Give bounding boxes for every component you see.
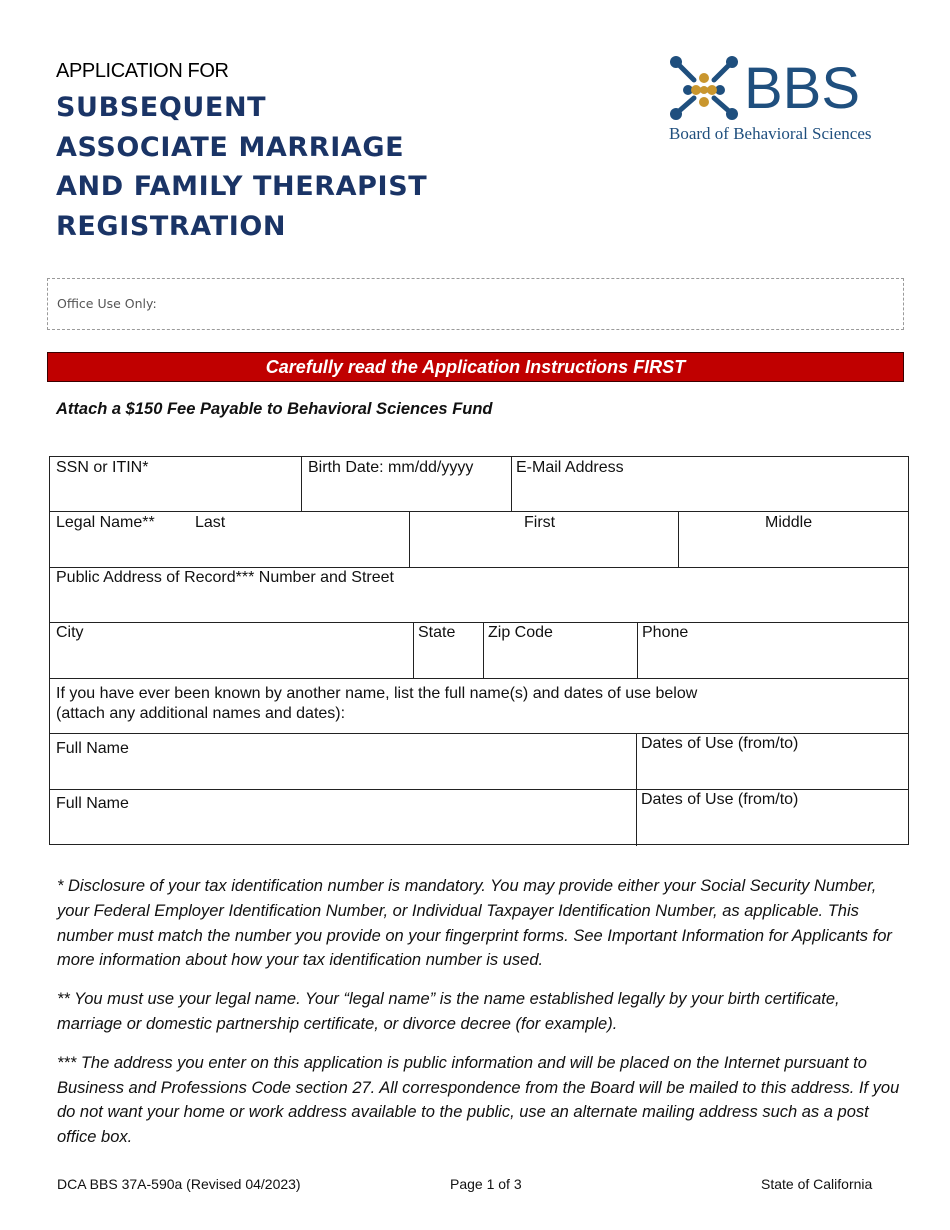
legal-name-label: Legal Name**	[56, 514, 155, 531]
page-title	[56, 88, 576, 246]
row-divider	[50, 622, 908, 623]
dates-of-use-field-2[interactable]: Dates of Use (from/to)	[641, 791, 799, 808]
birth-date-field[interactable]: Birth Date: mm/dd/yyyy	[308, 459, 474, 476]
col-divider	[409, 511, 410, 567]
middle-name-field[interactable]: Middle	[765, 514, 813, 531]
first-name-field[interactable]: First	[524, 514, 556, 531]
ssn-field[interactable]: SSN or ITIN*	[56, 459, 149, 476]
full-name-field-1[interactable]: Full Name	[56, 740, 129, 757]
title-line-2: ASSOCIATE MARRIAGE	[56, 131, 405, 163]
address-note: *** The address you enter on this application is public information and will be placed on the Internet pursuant to Business and Professions Code section 27. All correspondence from the Board will be mailed to this address. If you do not want your home or work address available to the public, use an alternate mailing address such as a post office box.	[57, 1053, 900, 1147]
bbs-network-icon	[670, 56, 738, 120]
legal-name-note: ** You must use your legal name. Your “legal name” is the name established legally by your birth certificate, marriage or domestic partnership certificate, or divorce decree (for example).	[57, 990, 840, 1033]
title-line-3: AND FAMILY THERAPIST	[56, 171, 428, 202]
col-divider	[637, 622, 638, 678]
tax-id-note: * Disclosure of your tax identification number is mandatory. You may provide either your Social Security Number, your Federal Employer Identification Number, or Individual Taxpayer Identification Number, as applicable. This number must match the number you provide on your fingerprint forms. See Important Information for Applicants for more information about how your tax identification number is used.	[57, 877, 892, 970]
logo-subtitle: Board of Behavioral Sciences	[669, 124, 872, 143]
full-name-field-2[interactable]: Full Name	[56, 795, 129, 812]
bbs-wordmark: BBS	[744, 56, 861, 121]
email-field[interactable]: E-Mail Address	[516, 459, 624, 476]
dates-of-use-field-1[interactable]: Dates of Use (from/to)	[641, 735, 799, 752]
city-field[interactable]: City	[56, 624, 84, 641]
col-divider	[483, 622, 484, 678]
address-field[interactable]: Public Address of Record*** Number and Street	[56, 569, 394, 586]
footnotes	[57, 874, 907, 1164]
row-divider	[50, 511, 908, 512]
page-number: Page 1 of 3	[450, 1176, 522, 1192]
form-id: DCA BBS 37A-590a (Revised 04/2023)	[57, 1176, 301, 1192]
col-divider	[301, 457, 302, 511]
other-names-instruction-2: (attach any additional names and dates):	[56, 705, 346, 722]
instructions-banner: Carefully read the Application Instructions FIRST	[47, 352, 904, 382]
zip-field[interactable]: Zip Code	[488, 624, 553, 641]
phone-field[interactable]: Phone	[642, 624, 689, 641]
office-use-box	[47, 278, 904, 330]
state-field[interactable]: State	[418, 624, 456, 641]
other-names-instruction: If you have ever been known by another name, list the full name(s) and dates of use below	[56, 685, 698, 702]
last-name-field[interactable]: Last	[195, 514, 226, 531]
title-line-4: REGISTRATION	[56, 210, 287, 242]
col-divider	[636, 733, 637, 846]
col-divider	[678, 511, 679, 567]
row-divider	[50, 678, 908, 679]
fee-note: Attach a $150 Fee Payable to Behavioral Sciences Fund	[56, 400, 493, 418]
col-divider	[511, 457, 512, 511]
title-line-1: SUBSEQUENT	[56, 92, 267, 123]
state-label: State of California	[761, 1176, 873, 1192]
col-divider	[413, 622, 414, 678]
application-for-label: APPLICATION FOR	[56, 60, 229, 82]
office-use-label: Office Use Only:	[57, 296, 157, 311]
applicant-info-table	[49, 456, 909, 845]
